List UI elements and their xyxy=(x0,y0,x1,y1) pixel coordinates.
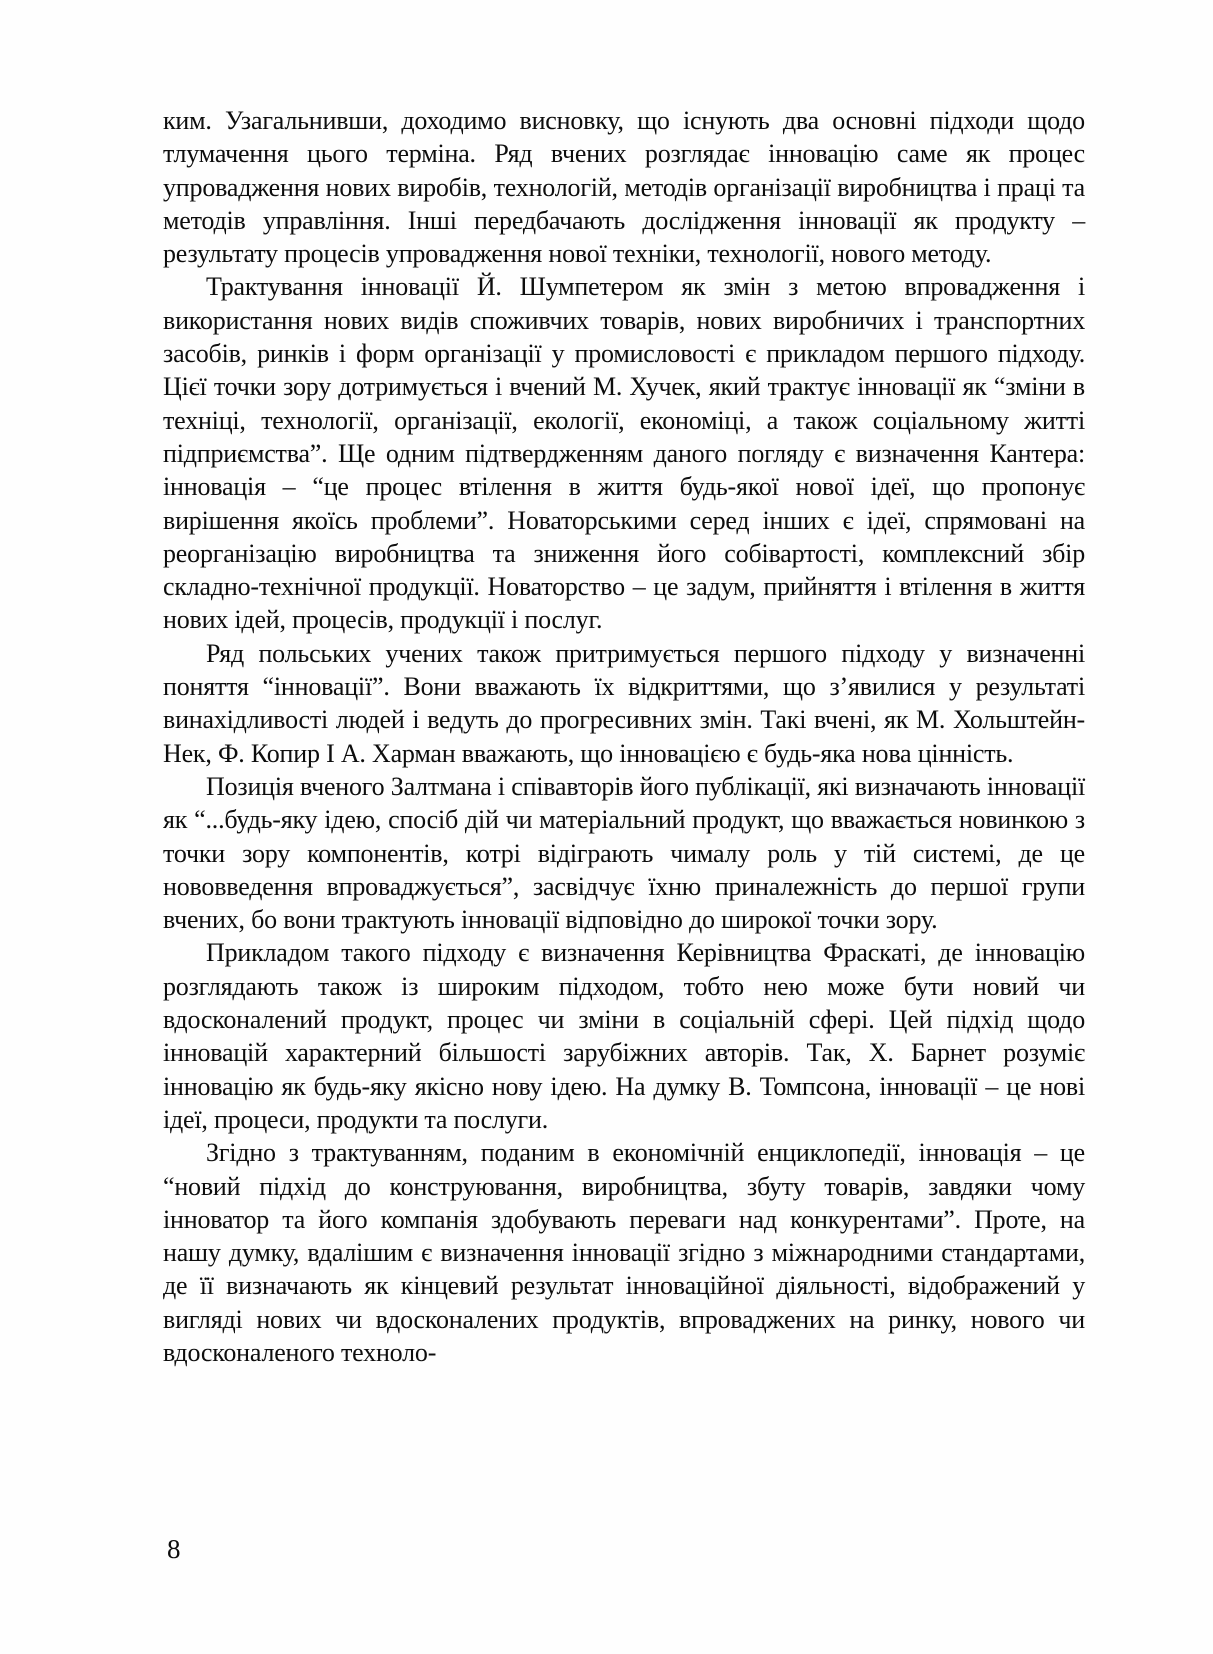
text-block xyxy=(163,104,1085,1369)
page-number: 8 xyxy=(167,1534,181,1564)
paragraph: Згідно з трактуванням, поданим в економічній енциклопедії, інновація – це “новий підхід до конструювання, виробництва, збуту товарів, завдяки чому інноватор та його компанія здобувають переваги над конкурентами”. Проте, на нашу думку, вдалішим є визначення інновації згідно з міжнародними стандартами, де її визначають як кінцевий результат інноваційної діяльності, відображений у вигляді нових чи вдосконалених продуктів, впроваджених на ринку, нового чи вдосконаленого техноло- xyxy=(163,1138,1085,1367)
paragraph: Ряд польських учених також притримується першого підходу у визначенні поняття “інновації”. Вони вважають їх відкриттями, що з’явилися у результаті винахідливості людей і ведуть до прогресивних змін. Такі вчені, як М. Хольштейн-Нек, Ф. Копир І А. Харман вважають, що інновацією є будь-яка нова цінність. xyxy=(163,638,1085,768)
paragraph: Позиція вченого Залтмана і співавторів його публікації, які визначають інновації як “...будь-яку ідею, спосіб дій чи матеріальний продукт, що вважається новинкою з точки зору компонентів, котрі відіграють чималу роль у тій системі, де це нововведення впроваджується”, засвідчує їхню приналежність до першої групи вчених, бо вони трактують інновації відповідно до широкої точки зору. xyxy=(163,771,1085,935)
paragraph-continuation: ким. Узагальнивши, доходимо висновку, що існують два основні підходи щодо тлумачення цього терміна. Ряд вчених розглядає інновацію саме як процес упровадження нових виробів, технологій, методів організації виробництва і праці та методів управління. Інші передбачають дослідження інновації як продукту – результату процесів упровадження нової техніки, технології, нового методу. xyxy=(163,106,1085,269)
paragraph: Прикладом такого підходу є визначення Керівництва Фраскаті, де інновацію розглядають також із широким підходом, тобто нею може бути новий чи вдосконалений продукт, процес чи зміни в соціальній сфері. Цей підхід щодо інновацій характерний більшості зарубіжних авторів. Так, Х. Барнет розуміє інновацію як будь-яку якісно нову ідею. На думку В. Томпсона, інновації – це нові ідеї, процеси, продукти та послуги. xyxy=(163,938,1085,1134)
paragraph: Трактування інновації Й. Шумпетером як змін з метою впровадження і використання нових видів споживчих товарів, нових виробничих і транспортних засобів, ринків і форм організації у промисловості є прикладом першого підходу. Цієї точки зору дотримується і вчений М. Хучек, який трактує інновації як “зміни в техніці, технології, організації, екології, економіці, а також соціальному житті підприємства”. Ще одним підтвердженням даного погляду є визначення Кантера: інновація – “це процес втілення в життя будь-якої нової ідеї, що пропонує вирішення якоїсь проблеми”. Новаторськими серед інших є ідеї, спрямовані на реорганізацію виробництва та зниження його собівартості, комплексний збір складно-технічної продукції. Новаторство – це задум, прийняття і втілення в життя нових ідей, процесів, продукції і послуг. xyxy=(163,272,1085,635)
